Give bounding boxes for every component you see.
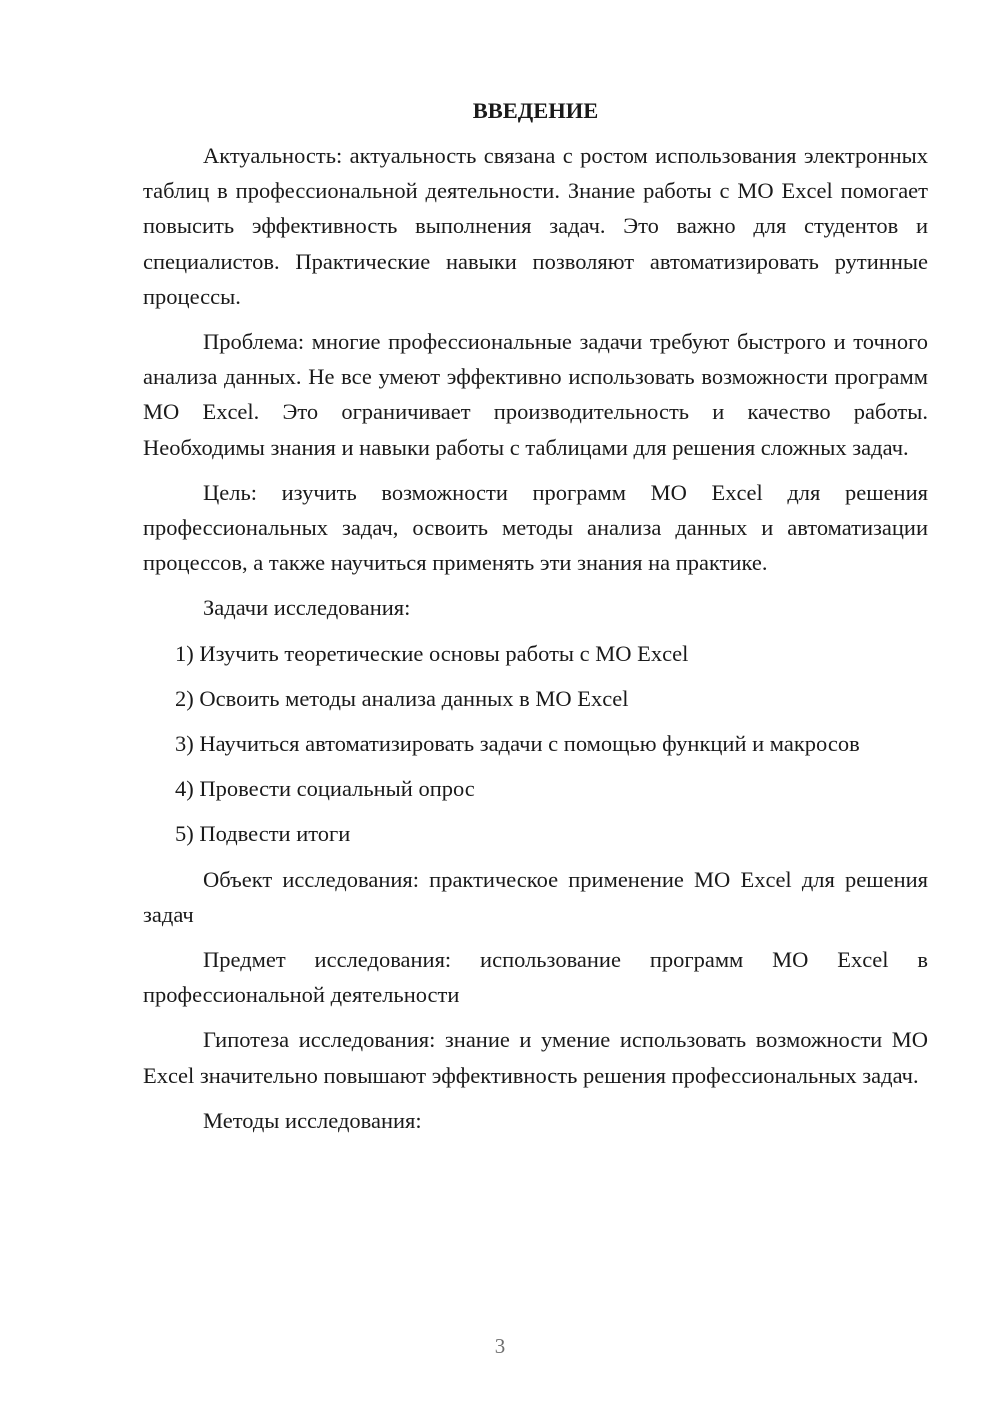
object-paragraph: Объект исследования: практическое применение МО Excel для решения задач xyxy=(143,866,928,927)
task-item-1: 1) Изучить теоретические основы работы с МО Excel xyxy=(175,640,689,666)
relevance-paragraph: Актуальность: актуальность связана с ростом использования электронных таблиц в профессиональной деятельности. Знание работы с МО Excel помогает повысить эффективность выполнения задач. Это важно для студентов и специалистов. Практические навыки позволяют автоматизировать рутинные процессы. xyxy=(143,143,928,309)
page-number: 3 xyxy=(494,1334,506,1358)
task-item-3: 3) Научиться автоматизировать задачи с помощью функций и макросов xyxy=(175,731,860,757)
task-item-4: 4) Провести социальный опрос xyxy=(175,776,475,802)
tasks-heading: Задачи исследования: xyxy=(203,595,411,621)
document-page xyxy=(143,92,928,1148)
task-item-2: 2) Освоить методы анализа данных в МО Excel xyxy=(175,685,629,711)
goal-paragraph: Цель: изучить возможности программ МО Excel для решения профессиональных задач, освоить методы анализа данных и автоматизации процессов, а также научиться применять эти знания на практике. xyxy=(143,479,928,576)
subject-paragraph: Предмет исследования: использование программ МО Excel в профессиональной деятельности xyxy=(143,947,928,1008)
hypothesis-paragraph: Гипотеза исследования: знание и умение использовать возможности МО Excel значительно повышают эффективность решения профессиональных задач. xyxy=(143,1027,928,1088)
problem-paragraph: Проблема: многие профессиональные задачи требуют быстрого и точного анализа данных. Не все умеют эффективно использовать возможности программ МО Excel. Это ограничивает производительность и качество работы. Необходимы знания и навыки работы с таблицами для решения сложных задач. xyxy=(143,329,928,460)
section-title: ВВЕДЕНИЕ xyxy=(472,98,599,123)
methods-heading: Методы исследования: xyxy=(203,1107,422,1133)
task-item-5: 5) Подвести итоги xyxy=(175,821,351,847)
